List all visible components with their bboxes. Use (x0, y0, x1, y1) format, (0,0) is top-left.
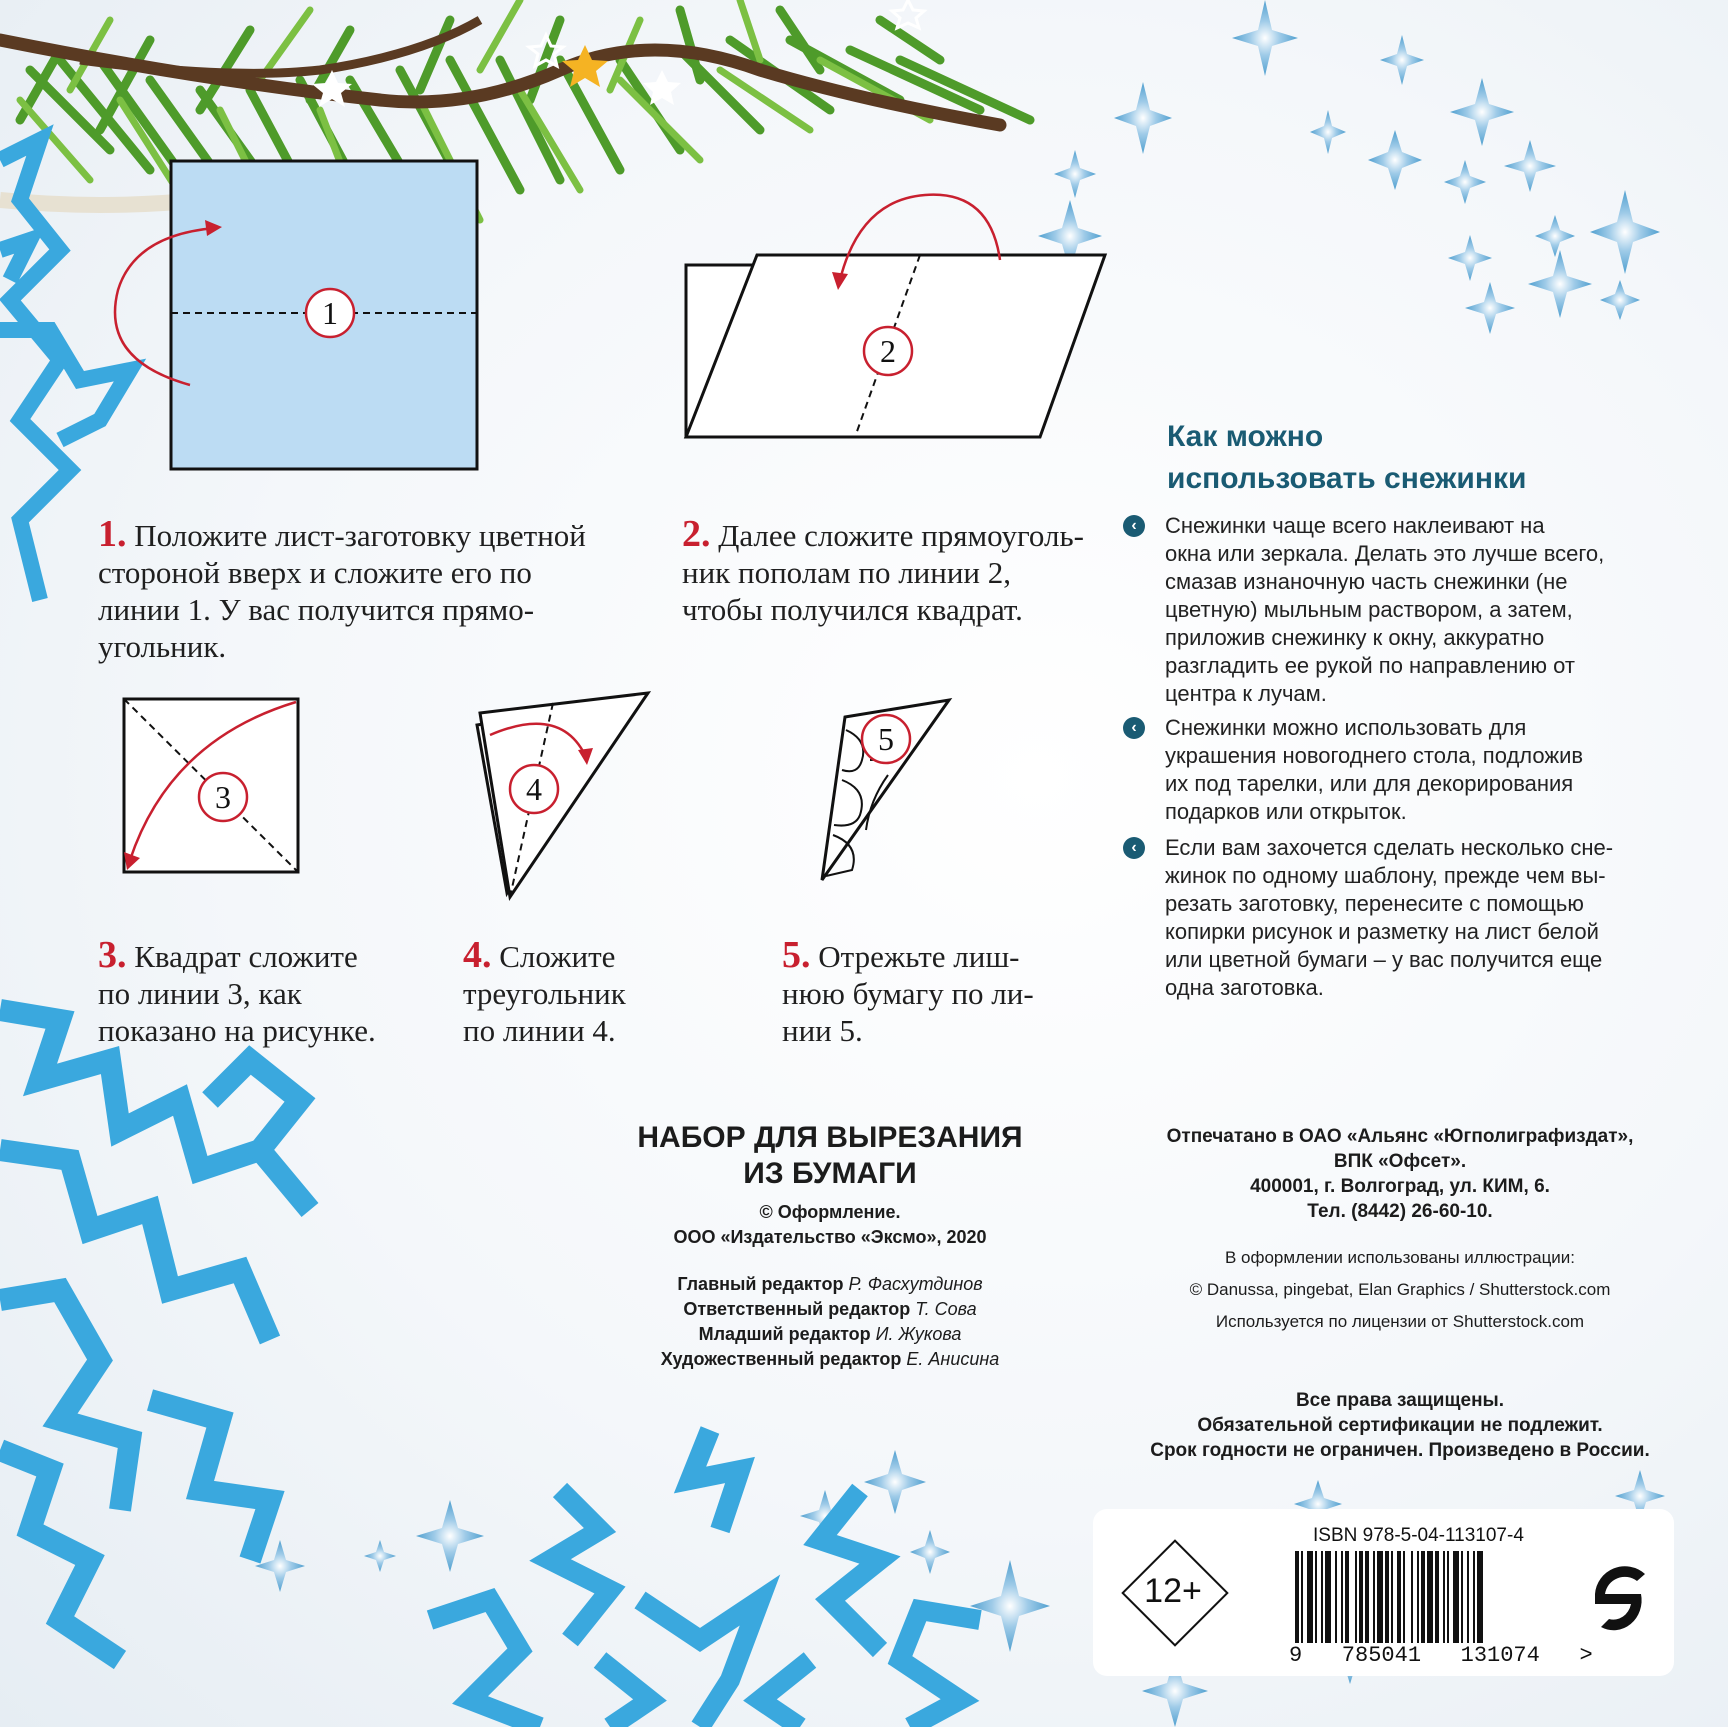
step-number: 5. (782, 934, 811, 976)
bullet-line: Если вам захочется сделать несколько сне- (1165, 835, 1614, 860)
diagram-label-4: 4 (526, 771, 542, 807)
bullet-line: Снежинки чаще всего наклеивают на (1165, 513, 1545, 538)
imprint-line: 400001, г. Волгоград, ул. КИМ, 6. (1250, 1176, 1550, 1197)
chevron-left-icon: ‹ (1123, 717, 1145, 739)
chevron-left-icon: ‹ (1123, 837, 1145, 859)
product-title-line: НАБОР ДЛЯ ВЫРЕЗАНИЯ (637, 1121, 1023, 1154)
imprint-line: Отпечатано в ОАО «Альянс «Югполиграфиздат», (1166, 1126, 1634, 1147)
barcode-bar (1377, 1551, 1383, 1643)
barcode-bar (1421, 1551, 1425, 1643)
howto-bullet-3 (1131, 834, 1614, 1002)
barcode-bar (1473, 1551, 1475, 1643)
howto-title-line: использовать снежинки (1167, 462, 1527, 495)
editor-row: Главный редактор Р. Фасхутдинов (677, 1274, 983, 1294)
step-line: Квадрат сложите (134, 939, 358, 974)
barcode-bar (1443, 1551, 1445, 1643)
diagram-step-5 (822, 700, 949, 880)
product-title-line: ИЗ БУМАГИ (743, 1157, 917, 1190)
barcode-panel (1093, 1509, 1674, 1676)
barcode-bar (1417, 1551, 1419, 1643)
barcode-bar (1477, 1551, 1483, 1643)
step-number: 4. (463, 934, 492, 976)
diagram-step-3 (124, 699, 298, 872)
printer-imprint (1160, 1124, 1640, 1224)
bullet-line: центра к лучам. (1165, 681, 1327, 706)
step-line: стороной вверх и сложите его по (98, 555, 532, 590)
bullet-line: смазав изнаночную часть снежинки (не (1165, 569, 1568, 594)
step-line: ник пополам по линии 2, (682, 555, 1012, 590)
barcode-bar (1461, 1551, 1463, 1643)
bullet-line: их под тарелки, или для декорирования (1165, 771, 1574, 796)
barcode-bar (1385, 1551, 1389, 1643)
bullet-line: подарков или открыток. (1165, 799, 1407, 824)
bullet-line: резать заготовку, перенесите с помощью (1165, 891, 1584, 916)
barcode-bar (1345, 1551, 1349, 1643)
step-line: по линии 3, как (98, 976, 302, 1011)
copyright-line: © Оформление. (759, 1202, 901, 1222)
step-line: Сложите (499, 939, 616, 974)
rights-line: Обязательной сертификации не подлежит. (1197, 1415, 1603, 1436)
bullet-line: Снежинки можно использовать для (1165, 715, 1527, 740)
credits-line: Используется по лицензии от Shutterstock.com (1215, 1312, 1585, 1331)
imprint-line: ВПК «Офсет». (1333, 1151, 1467, 1172)
diagram-label-2: 2 (880, 333, 896, 369)
diagram-label-1: 1 (322, 295, 338, 331)
bullet-line: приложив снежинку к окну, аккуратно (1165, 625, 1545, 650)
publication-info (570, 1120, 1090, 1372)
bullet-line: украшения новогоднего стола, подложив (1165, 743, 1584, 768)
barcode-bar (1365, 1551, 1369, 1643)
barcode-bar (1391, 1551, 1393, 1643)
barcode-bar (1325, 1551, 1331, 1643)
barcode-bar (1295, 1551, 1299, 1643)
diagram-step-4 (477, 693, 648, 897)
barcode-bar (1301, 1551, 1303, 1643)
barcode-bar (1403, 1551, 1405, 1643)
step-3-text (98, 934, 376, 1049)
howto-title (1167, 416, 1526, 500)
howto-title-line: Как можно (1167, 420, 1324, 453)
eksmo-logo-icon (1583, 1549, 1653, 1639)
product-title (570, 1120, 1090, 1192)
step-line: Положите лист-заготовку цветной (134, 518, 586, 553)
chevron-left-icon: ‹ (1123, 515, 1145, 537)
step-1-text (98, 513, 586, 665)
howto-bullet-2 (1131, 714, 1584, 826)
barcode-bar (1447, 1551, 1449, 1643)
step-number: 1. (98, 513, 127, 555)
barcode-bar (1355, 1551, 1357, 1643)
barcode-bar (1453, 1551, 1459, 1643)
barcode-bar (1411, 1551, 1413, 1643)
editor-row: Ответственный редактор Т. Сова (683, 1299, 977, 1319)
step-2-text (682, 513, 1084, 628)
barcode-bar (1397, 1551, 1401, 1643)
step-line: Отрежьте лиш- (818, 939, 1020, 974)
barcode-bar (1341, 1551, 1343, 1643)
barcode-bar (1427, 1551, 1433, 1643)
barcode-digits: 9 785041 131074 > (1289, 1643, 1593, 1668)
bullet-line: окна или зеркала. Делать это лучше всего, (1165, 541, 1605, 566)
imprint-line: Тел. (8442) 26-60-10. (1307, 1201, 1493, 1222)
barcode-bar (1359, 1551, 1363, 1643)
barcode-bar (1373, 1551, 1375, 1643)
step-line: линии 1. У вас получится прямо- (98, 592, 535, 627)
bullet-line: разгладить ее рукой по направлению от (1165, 653, 1575, 678)
editors-list (570, 1272, 1090, 1372)
step-line: показано на рисунке. (98, 1013, 376, 1048)
age-rating-badge (1123, 1541, 1223, 1641)
bullet-line: жинок по одному шаблону, прежде чем вы- (1165, 863, 1606, 888)
step-line: треугольник (463, 976, 626, 1011)
editor-row: Художественный редактор Е. Анисина (660, 1349, 1000, 1369)
bullet-line: цветную) мыльным раствором, а затем, (1165, 597, 1573, 622)
barcode-bar (1307, 1551, 1313, 1643)
isbn-text: ISBN 978-5-04-113107-4 (1313, 1525, 1524, 1546)
diagram-label-5: 5 (878, 721, 894, 757)
howto-bullet-1 (1131, 512, 1605, 708)
diagram-label-3: 3 (215, 779, 231, 815)
bullet-line: копирки рисунок и разметку на лист белой (1165, 919, 1599, 944)
step-line: нюю бумагу по ли- (782, 976, 1034, 1011)
step-line: Далее сложите прямоуголь- (718, 518, 1084, 553)
barcode-bar (1435, 1551, 1439, 1643)
barcode-bar (1321, 1551, 1323, 1643)
barcode-bar (1467, 1551, 1469, 1643)
editor-row: Младший редактор И. Жукова (698, 1324, 962, 1344)
rights-notice (1100, 1388, 1700, 1463)
step-line: по линии 4. (463, 1013, 616, 1048)
rights-line: Срок годности не ограничен. Произведено в России. (1150, 1440, 1650, 1461)
step-number: 2. (682, 513, 711, 555)
diagram-step-2 (686, 195, 1105, 437)
credits-line: В оформлении использованы иллюстрации: (1224, 1248, 1576, 1267)
copyright-line: ООО «Издательство «Эксмо», 2020 (673, 1227, 987, 1247)
step-number: 3. (98, 934, 127, 976)
barcode-bar (1315, 1551, 1317, 1643)
bullet-line: или цветной бумаги – у вас получится еще (1165, 947, 1603, 972)
barcode-bar (1335, 1551, 1337, 1643)
diagram-step-1 (115, 161, 477, 469)
step-line: чтобы получился квадрат. (682, 592, 1023, 627)
barcode-icon (1293, 1551, 1553, 1643)
step-line: нии 5. (782, 1013, 863, 1048)
age-rating-text: 12+ (1144, 1572, 1202, 1610)
rights-line: Все права защищены. (1295, 1390, 1505, 1411)
step-line: угольник. (98, 629, 227, 664)
illustration-credits (1160, 1242, 1640, 1338)
step-4-text (463, 934, 626, 1049)
step-5-text (782, 934, 1034, 1049)
copyright (570, 1200, 1090, 1250)
bullet-line: одна заготовка. (1165, 975, 1324, 1000)
credits-line: © Danussa, pingebat, Elan Graphics / Shutterstock.com (1189, 1280, 1611, 1299)
